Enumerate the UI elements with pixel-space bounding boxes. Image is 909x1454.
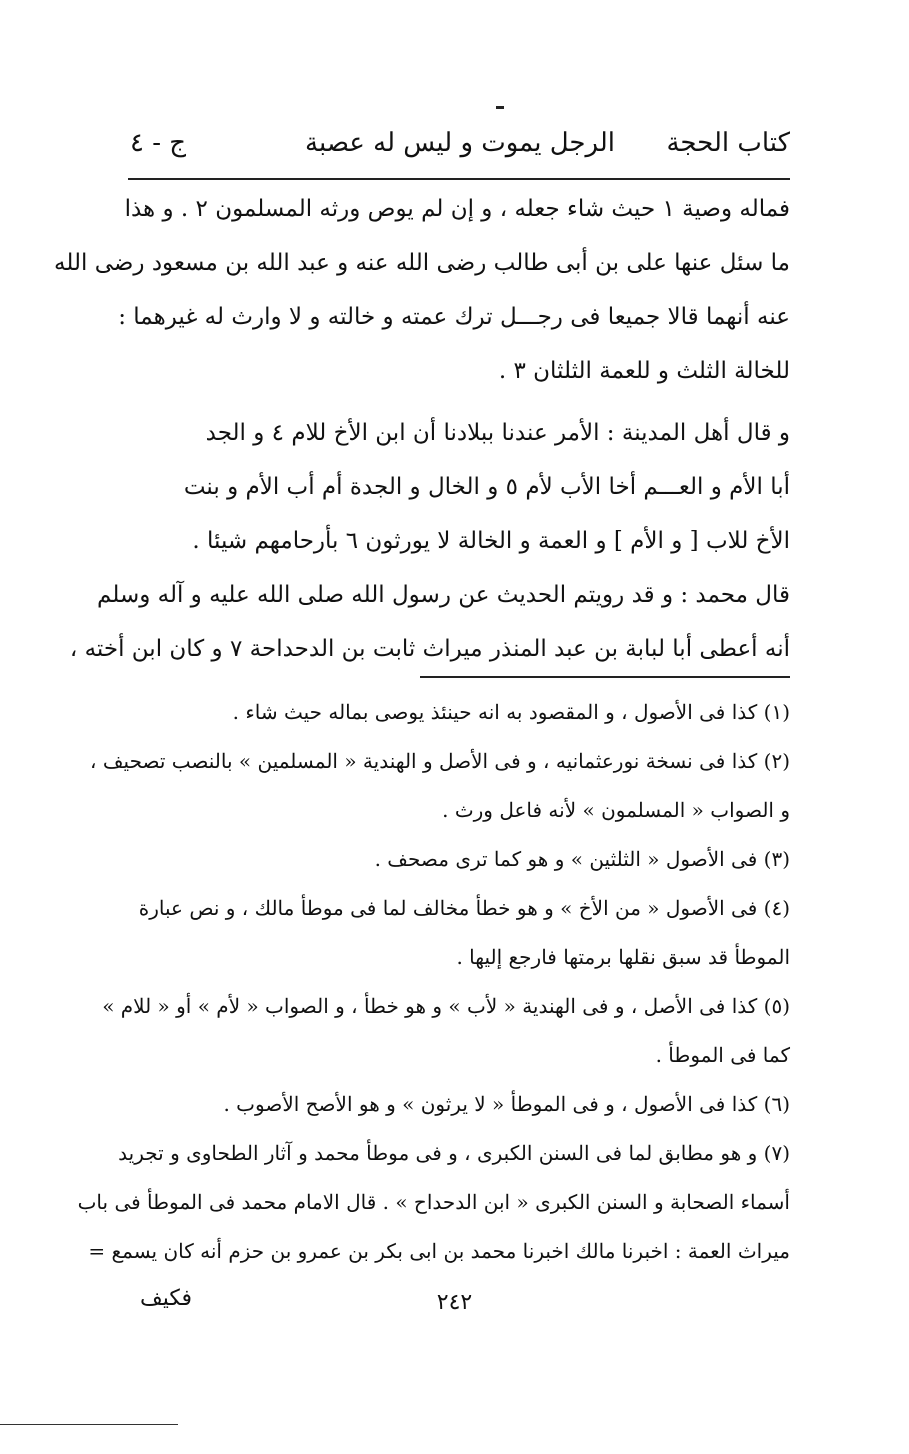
printer-mark [496,106,504,109]
page-number: ٢٤٢ [436,1290,473,1315]
header-rule [128,178,790,180]
footnotes [77,688,790,1276]
text-line: فماله وصية ١ حيث شاء جعله ، و إن لم يوص ورثه المسلمون ٢ . و هذا [124,196,790,222]
text-line: و قال أهل المدينة : الأمر عندنا ببلادنا أن ابن الأخ للام ٤ و الجد [205,420,790,446]
footnote-line: (١) كذا فى الأصول ، و المقصود به انه حينئذ يوصى بماله حيث شاء . [232,700,790,724]
footnote-line: (٦) كذا فى الأصول ، و فى الموطأ « لا يرثون » و هو الأصح الأصوب . [223,1092,790,1116]
footnote-line: (٧) و هو مطابق لما فى السنن الكبرى ، و فى موطأ محمد و آثار الطحاوى و تجريد [118,1141,790,1165]
text-line: قال محمد : و قد رويتم الحديث عن رسول الله صلى الله عليه و آله وسلم [97,582,790,608]
footnote-line: (٣) فى الأصول « الثلثين » و هو كما ترى مصحف . [374,847,790,871]
footnote-line: الموطأ قد سبق نقلها برمتها فارجع إليها . [456,945,790,969]
footnote-line: و الصواب « المسلمون » لأنه فاعل ورث . [442,798,790,822]
text-line: أبا الأم و العـــم أخا الأب لأم ٥ و الخال و الجدة أم أب الأم و بنت [183,474,790,500]
text-line: ما سئل عنها على بن أبى طالب رضى الله عنه و عبد الله بن مسعود رضى الله [54,250,790,276]
main-text [54,182,790,676]
scan-edge-rule [0,1424,178,1425]
footnote-line: (٢) كذا فى نسخة نورعثمانيه ، و فى الأصل و الهندية « المسلمين » بالنصب تصحيف ، [90,749,790,773]
volume-label: ج - ٤ [130,128,187,158]
footnote-line: (٥) كذا فى الأصل ، و فى الهندية « لأب » و هو خطأ ، و الصواب « لأم » أو « للام » [102,994,790,1018]
text-line: الأخ للاب [ و الأم ] و العمة و الخالة لا يورثون ٦ بأرحامهم شيئا . [192,528,790,554]
running-header [130,128,790,174]
footnote-line: ميراث العمة : اخبرنا مالك اخبرنا محمد بن ابى بكر بن عمرو بن حزم أنه كان يسمع = [88,1239,790,1263]
footnote-line: أسماء الصحابة و السنن الكبرى « ابن الدحداح » . قال الامام محمد فى الموطأ فى باب [77,1190,790,1214]
text-line: للخالة الثلث و للعمة الثلثان ٣ . [498,358,790,384]
footnote-line: (٤) فى الأصول « من الأخ » و هو خطأ مخالف لما فى موطأ مالك ، و نص عبارة [138,896,790,920]
catchword: فكيف [140,1286,193,1311]
text-line: أنه أعطى أبا لبابة بن عبد المنذر ميراث ثابت بن الدحداحة ٧ و كان ابن أخته ، [69,636,790,662]
footnote-rule [420,676,790,678]
book-title: كتاب الحجة [666,128,790,158]
text-line: عنه أنهما قالا جميعا فى رجـــل ترك عمته و خالته و لا وارث له غيرهما : [118,304,790,330]
chapter-title: الرجل يموت و ليس له عصبة [305,128,615,158]
footnote-line: كما فى الموطأ . [655,1043,790,1067]
